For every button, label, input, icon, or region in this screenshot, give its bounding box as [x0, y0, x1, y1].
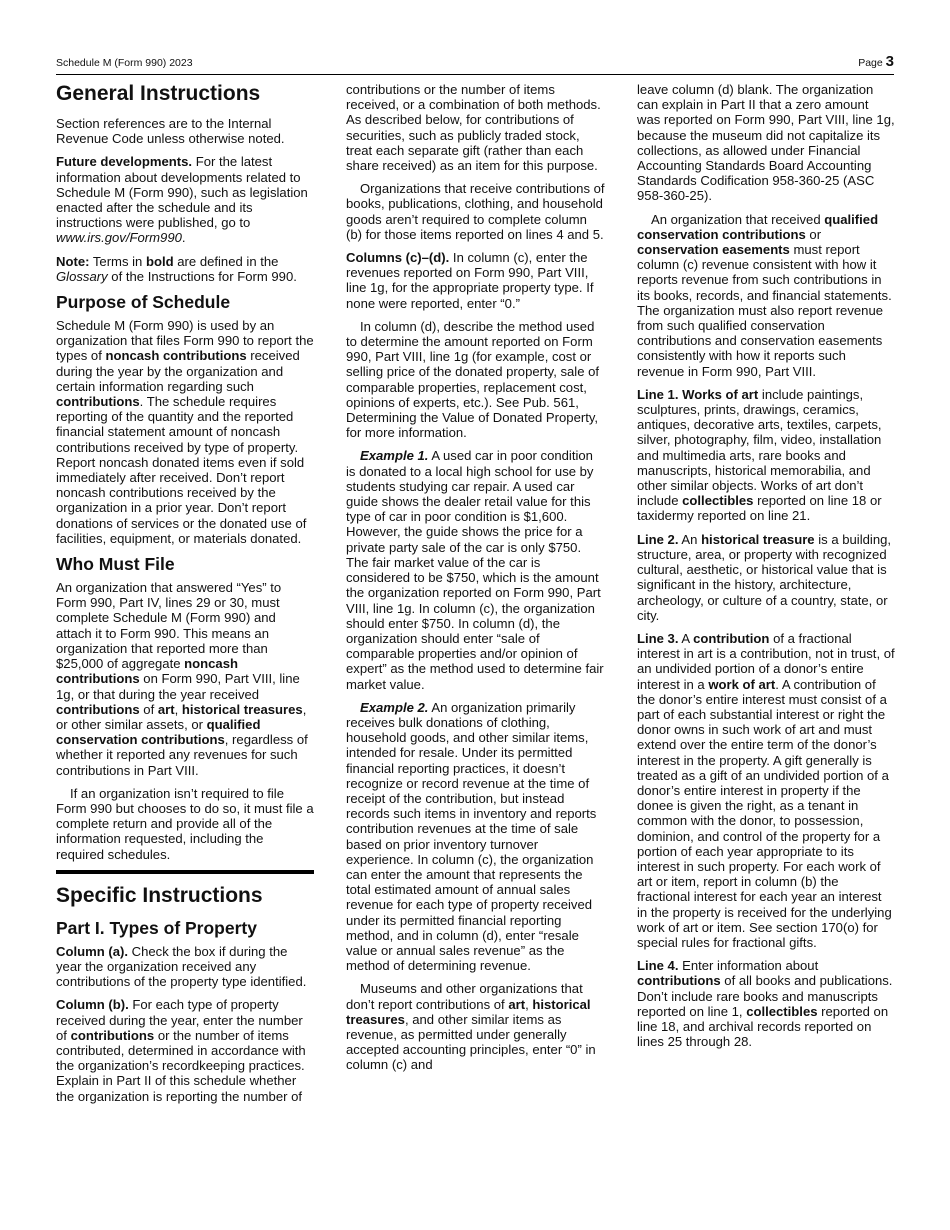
text: An organization primarily receives bulk donations of clothing, household goods, and other similar items, intended for resale. Under its permitted financial reporting practices, it doesn’t recognize or record revenue at the time of receipt of the contribution, but instead records such items in inventory and reports contribution revenues at the time of sale based on prior inventory turnover experience. In column (c), the organization can enter the amount that represents the total estimated amount of annual sales revenue for each type of property received under its permitted financial reporting method, and in column (d), enter “resale value or annual sales revenue” as the method of determining revenue.	[346, 699, 597, 974]
text: , and other similar items as revenue, as permitted under generally accepted accounting principles, enter “0” in column (c) and	[346, 1011, 596, 1073]
bold-term: qualified conservation contributions	[637, 211, 879, 242]
section-divider	[56, 870, 314, 874]
form-name: Schedule M (Form 990) 2023	[56, 57, 193, 69]
text: of	[139, 701, 158, 717]
text: Enter information about	[678, 958, 819, 974]
text: In column (c), enter the revenues reported on Form 990, Part VIII, line 1g, for the appropriate property type. If none were reported, enter “0.”	[346, 250, 594, 311]
text: Museums and other organizations that don’t report contributions of	[346, 981, 583, 1012]
heading-who-must-file: Who Must File	[56, 554, 175, 575]
text: .	[181, 230, 186, 246]
paragraph	[56, 318, 314, 546]
bold-term: Line 3.	[637, 630, 679, 646]
bold-term: Line 4.	[637, 958, 679, 974]
bold-term: Line 1. Works of art	[637, 386, 759, 402]
paragraph: Organizations that receive contributions of books, publications, clothing, and household goods aren’t required to complete column (b) for those items reported on lines 4 and 5.	[346, 181, 605, 242]
paragraph	[56, 580, 314, 778]
paragraph	[56, 944, 314, 990]
column-1	[56, 82, 314, 1112]
link-irs-form990[interactable]: www.irs.gov/Form990	[56, 230, 182, 246]
paragraph: If an organization isn’t required to file Form 990 but chooses to do so, it must file a complete return and provide all of the information requested, including the required schedules.	[56, 785, 314, 862]
example-label: Example 1.	[360, 448, 429, 464]
bold-term: Line 2.	[637, 531, 679, 547]
italic-term: Glossary	[56, 268, 108, 284]
text: of a fractional interest in art is a contribution, not in trust, of an undivided portion of a donor’s entire interest in a	[637, 630, 895, 692]
bold-term: Future developments.	[56, 154, 193, 170]
text: An organization that answered “Yes” to Form 990, Part IV, lines 29 or 30, must complete Schedule M (Form 990) and attach it to Form 990. This means an organization that reported more than $25,000 of aggregate	[56, 580, 282, 672]
heading-specific-instructions: Specific Instructions	[56, 883, 263, 907]
text: An organization that received	[651, 211, 825, 227]
text: on Form 990, Part VIII, line 1g, or that during the year received	[56, 671, 300, 702]
text: A used car in poor condition is donated to a local high school for use by students studying car repair. A used car guide shows the dealer retail value for this type of car in poor condition is $1,600. However, the guide shows the price for a private party sale of the car is only $750. The fair market value of the car is considered to be $750, which is the amount the organization reported on Form 990, Part VIII, line 1g. In column (c), the organization should enter $750. In column (d), the organization should enter “sale of comparable properties and/or opinion of expert” as the method used to determine fair market value.	[346, 448, 604, 692]
text: . A contribution of the donor’s entire interest must consist of a part of each substantial interest or right the donor owns in such work of art and must extend over the entire term of the donor’s interest in the property. A gift generally is treated as a gift of an undivided portion of a donor’s entire interest in property if the donee is given the right, as a tenant in common with the donor, to possession, dominion, and control of the property for a portion of each year appropriate to its interest in such property. For each work of art or item, report in column (b) the fractional interest for each year an interest in the property is received for the underlying work of art or item. See section 170(o) for special rules for fractional gifts.	[637, 676, 892, 950]
bold-term: historical treasure	[701, 531, 815, 547]
bold-term: contributions	[637, 973, 721, 989]
text: For the latest information about developments related to Schedule M (Form 990), such as legislation enacted after the schedule and its instructions were published, go to	[56, 154, 308, 231]
text: Schedule M (Form 990) is used by an organization that files Form 990 to report the types of	[56, 318, 314, 364]
paragraph	[346, 250, 606, 311]
text: or	[805, 226, 822, 242]
bold-term: work of art	[708, 676, 776, 692]
page-indicator	[858, 53, 894, 70]
text: ,	[174, 701, 182, 717]
bold-term: contributions	[56, 701, 140, 717]
text: ,	[525, 996, 533, 1012]
bold-term: art	[157, 701, 175, 717]
example-label: Example 2.	[360, 699, 429, 715]
text: Terms in	[89, 253, 146, 269]
bold-term: contribution	[693, 630, 770, 646]
bold-term: contributions	[70, 1027, 155, 1043]
text: of the Instructions for Form 990.	[107, 268, 297, 284]
bold-term: collectibles	[682, 493, 754, 509]
bold-term: historical treasures	[346, 996, 591, 1027]
paragraph: In column (d), describe the method used to determine the amount reported on Form 990, Part VIII, line 1g (for example, cost or selling price of the donated property, sale of comparable properties, replacement cost, opinions of experts, etc.). See Pub. 561, Determining the Value of Donated Property, for more information.	[346, 318, 600, 441]
bold-term: collectibles	[746, 1003, 818, 1019]
heading-purpose: Purpose of Schedule	[56, 292, 231, 313]
paragraph	[346, 700, 606, 974]
bold-term: bold	[145, 253, 174, 269]
bold-term: Note:	[56, 253, 90, 269]
text: or the number of items contributed, determined in accordance with the organization’s recordkeeping practices. Explain in Part II of this schedule whether the organization is reporting the number of	[56, 1027, 306, 1104]
text: An	[678, 531, 702, 547]
column-2	[346, 82, 606, 1081]
bold-term: noncash contributions	[105, 348, 247, 364]
bold-term: qualified conservation contributions	[56, 716, 261, 748]
paragraph	[56, 997, 314, 1103]
paragraph	[346, 981, 606, 1072]
paragraph	[637, 212, 895, 379]
bold-term: noncash contributions	[56, 656, 238, 687]
text: . The schedule requires reporting of the quantity and the reported financial statement amount of noncash contributions received by type of property. Report noncash donated items even if sold immediately after received. Don’t report noncash contributions received by the organization in a prior year. Don’t report donations of services or the donated use of facilities, equipment, or materials donated.	[56, 394, 307, 546]
bold-term: Columns (c)–(d).	[346, 250, 450, 266]
text: must report column (c) revenue consistent with how it reports revenue from such contributions in its books, records, and financial statements. The organization must also report revenue from such qualified conservation contributions and conservation easements consistently with how it reports such revenue in Form 990, Part VIII.	[637, 242, 892, 379]
text: reported on line 18 or taxidermy reported on line 21.	[637, 493, 882, 524]
paragraph	[56, 254, 314, 284]
heading-part-1: Part I. Types of Property	[56, 917, 257, 938]
text: reported on line 18, and archival records reported on lines 25 through 28.	[637, 1003, 889, 1050]
paragraph: contributions or the number of items received, or a combination of both methods. As described below, for contributions of securities, such as publicly traded stock, treat each separate gift (rather than each share received) as an item for this purpose.	[346, 82, 601, 174]
bold-term: art	[508, 996, 526, 1012]
bold-term: historical treasures	[181, 701, 303, 717]
paragraph	[637, 532, 895, 623]
text: , regardless of whether it reported any revenues for such contributions in Part VIII.	[56, 732, 308, 778]
page-header	[56, 53, 894, 75]
paragraph	[346, 448, 606, 691]
page-number: 3	[885, 53, 894, 70]
text: For each type of property received during the year, enter the number of	[56, 997, 303, 1043]
paragraph: leave column (d) blank. The organization can explain in Part II that a zero amount was reported on Form 990, Part VIII, line 1g, because the museum did not capitalize its collections, as allowed under Financial Accounting Standards Board Accounting Standards Codification 958-360-25 (ASC 958-360-25).	[637, 82, 895, 204]
paragraph	[637, 631, 895, 950]
bold-term: contributions	[56, 394, 140, 410]
text: are defined in the	[173, 253, 279, 269]
paragraph	[637, 387, 895, 524]
text: received during the year by the organization and certain information regarding such	[56, 348, 300, 394]
text: include paintings, sculptures, prints, drawings, ceramics, antiques, decorative arts, textiles, carpets, silver, photography, film, video, installation and multimedia arts, rare books and manuscripts, historical memorabilia, and other similar objects. Works of art don’t include	[637, 386, 882, 509]
bold-term: conservation easements	[637, 242, 790, 258]
heading-general-instructions: General Instructions	[56, 82, 261, 105]
text: , or other similar assets, or	[56, 701, 307, 732]
paragraph	[637, 958, 895, 1049]
text: A	[678, 630, 694, 646]
paragraph	[56, 154, 314, 245]
text: Check the box if during the year the organization received any contributions of the property type identified.	[56, 943, 307, 990]
page-label: Page	[858, 57, 883, 69]
column-3	[637, 82, 895, 1057]
text: is a building, structure, area, or property with recognized cultural, aesthetic, or historical value that is significant in the history, architecture, archeology, or culture of a country, state, or city.	[637, 531, 892, 623]
paragraph: Section references are to the Internal Revenue Code unless otherwise noted.	[56, 116, 285, 147]
bold-term: Column (b).	[56, 997, 129, 1013]
bold-term: Column (a).	[56, 943, 129, 959]
text: of all books and publications. Don’t include rare books and manuscripts reported on line 1,	[637, 973, 893, 1019]
